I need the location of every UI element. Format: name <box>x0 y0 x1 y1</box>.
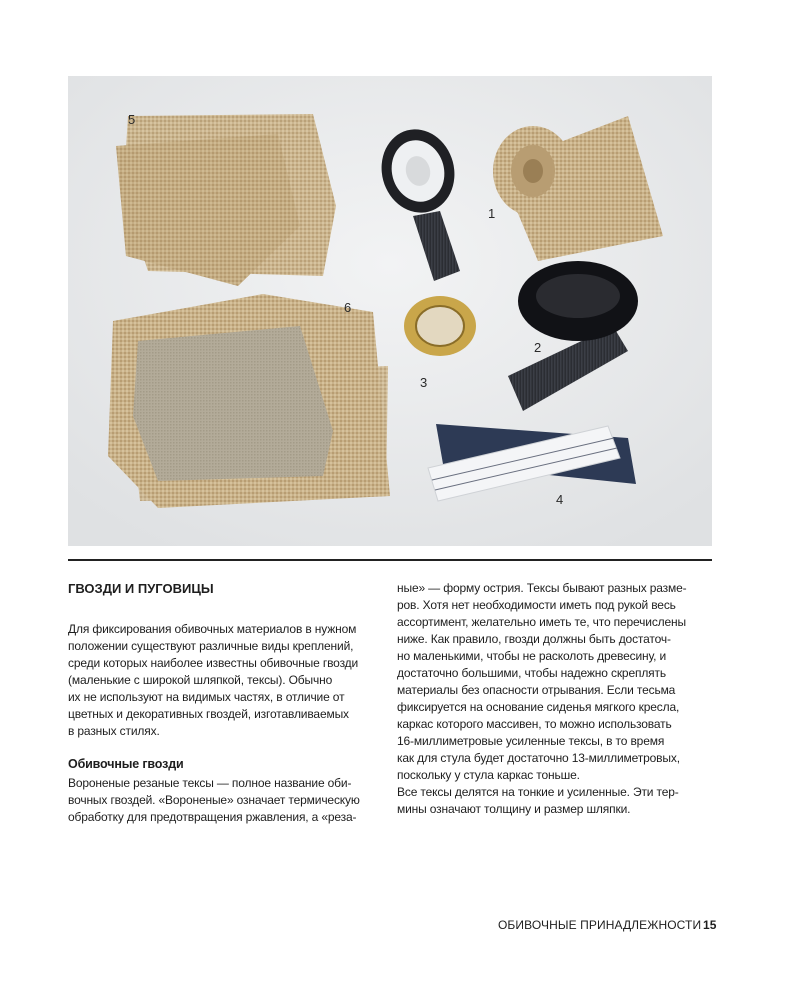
text-line: достаточно большими, чтобы надежно скреплять <box>397 666 666 680</box>
sub-paragraph <box>68 775 378 826</box>
page-number: 15 <box>703 918 717 932</box>
text-line: среди которых наиболее известны обивочные гвозди <box>68 656 359 670</box>
section-heading: ГВОЗДИ И ПУГОВИЦЫ <box>68 581 214 596</box>
text-line: материалы без опасности отрывания. Если тесьма <box>397 683 676 697</box>
continued-paragraph <box>397 580 707 818</box>
text-line: ниже. Как правило, гвозди должны быть достаточ- <box>397 632 671 646</box>
text-line: (маленькие с широкой шляпкой, тексы). Обычно <box>68 673 333 687</box>
text-line: их не используют на видимых частях, в отличие от <box>68 690 345 704</box>
photo-label-4: 4 <box>556 492 564 507</box>
burlap-stack-6 <box>108 294 390 508</box>
photo-label-3: 3 <box>420 375 428 390</box>
text-line: цветных и декоративных гвоздей, изготавливаемых <box>68 707 349 721</box>
intro-paragraph <box>68 621 378 740</box>
text-line: Все тексы делятся на тонкие и усиленные. Эти тер- <box>397 785 679 799</box>
section-divider <box>68 559 712 561</box>
photo-label-5: 5 <box>128 112 136 127</box>
left-column <box>68 580 378 826</box>
right-column <box>397 580 707 818</box>
brass-roll-3 <box>404 296 476 356</box>
text-line: Вороненые резаные тексы — полное название оби- <box>68 776 352 790</box>
running-footer-title: ОБИВОЧНЫЕ ПРИНАДЛЕЖНОСТИ <box>498 918 702 932</box>
text-line: ассортимент, желательно иметь те, что перечислены <box>397 615 687 629</box>
text-line: мины означают толщину и размер шляпки. <box>397 802 631 816</box>
text-line: ров. Хотя нет необходимости иметь под рукой весь <box>397 598 676 612</box>
text-line: поскольку у стула каркас тоньше. <box>397 768 580 782</box>
product-photo <box>68 76 712 546</box>
photo-label-6: 6 <box>344 300 352 315</box>
text-line: каркас которого массивен, то можно использовать <box>397 717 672 731</box>
text-line: положении существуют различные виды креплений, <box>68 639 354 653</box>
text-line: ные» — форму острия. Тексы бывают разных разме- <box>397 581 687 595</box>
text-line: но маленькими, чтобы не расколоть древесину, и <box>397 649 667 663</box>
text-line: 16-миллиметровые усиленные тексы, в то время <box>397 734 665 748</box>
text-line: Для фиксирования обивочных материалов в нужном <box>68 622 357 636</box>
photo-label-1: 1 <box>488 206 496 221</box>
text-line: обработку для предотвращения ржавления, а «реза- <box>68 810 357 824</box>
photo-label-2: 2 <box>534 340 542 355</box>
text-line: в разных стилях. <box>68 724 160 738</box>
upholstery-materials-illustration <box>68 76 712 546</box>
text-line: как для стула будет достаточно 13-миллиметровых, <box>397 751 680 765</box>
subheading: Обивочные гвозди <box>68 757 184 771</box>
burlap-stack-5 <box>116 114 336 286</box>
text-line: фиксируется на основание сиденья мягкого кресла, <box>397 700 680 714</box>
text-line: вочных гвоздей. «Вороненые» означает термическую <box>68 793 360 807</box>
